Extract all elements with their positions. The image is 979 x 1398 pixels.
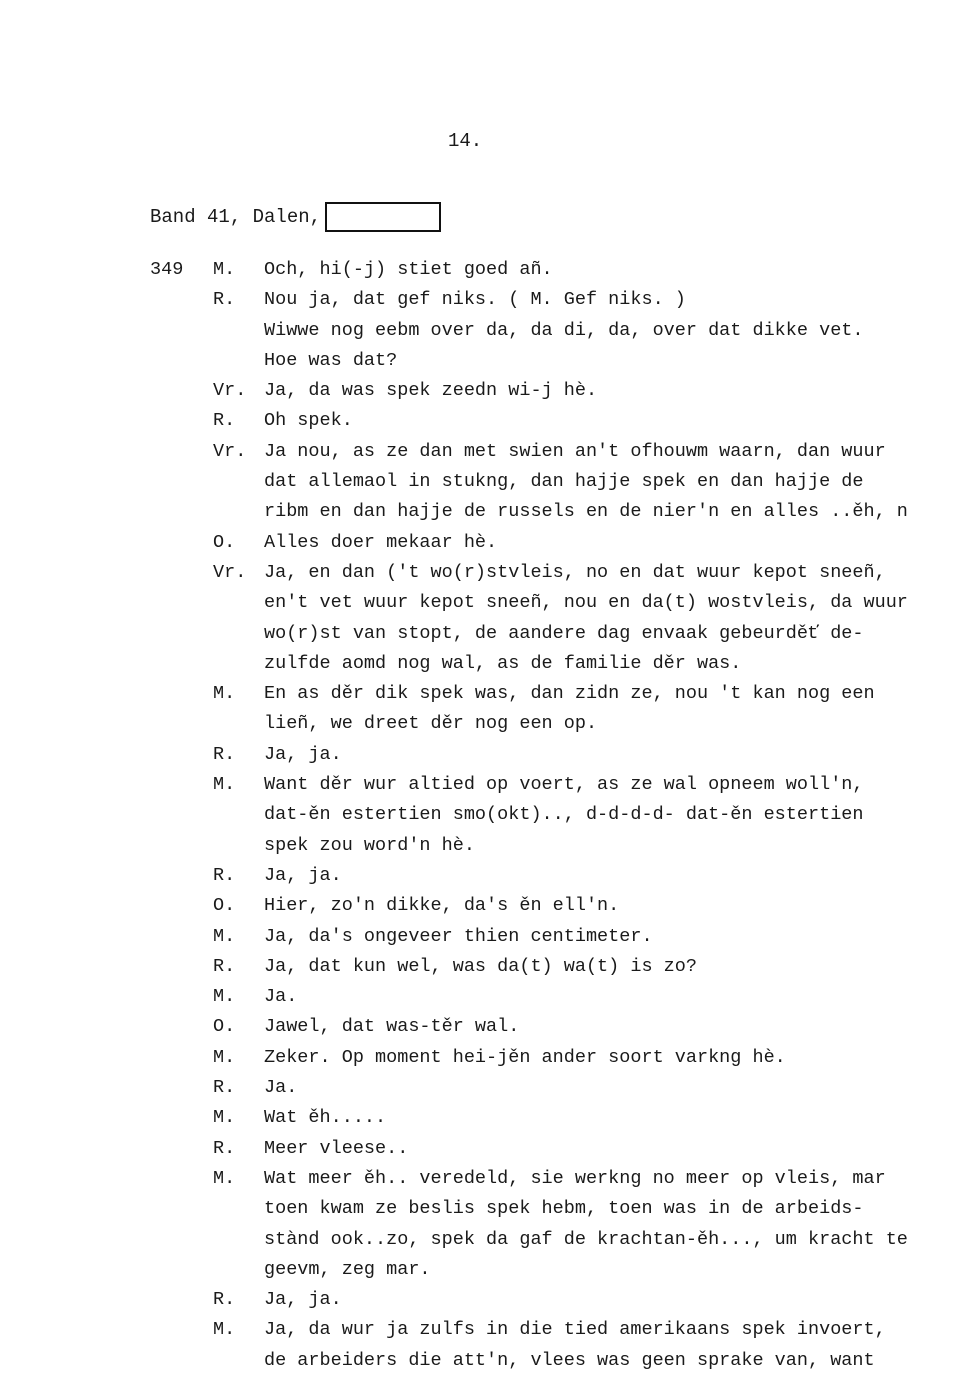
transcript-header <box>150 202 441 232</box>
utterance-text: Ja, ja. <box>264 1289 342 1311</box>
transcript-line <box>0 437 979 467</box>
utterance-text: Wiwwe nog eebm over da, da di, da, over dat dikke vet. <box>264 319 864 341</box>
utterance-text: dat-ěn estertien smo(okt).., d-d-d-d- dat-ěn estertien <box>264 804 864 826</box>
transcript-line <box>0 255 979 285</box>
page-number: 14. <box>448 130 483 152</box>
speaker-label: M. <box>213 986 236 1008</box>
utterance-text: Nou ja, dat gef niks. ( M. Gef niks. ) <box>264 289 686 311</box>
speaker-label: M. <box>213 774 236 796</box>
transcript-line <box>0 588 979 618</box>
transcript-line <box>0 952 979 982</box>
utterance-text: zulfde aomd nog wal, as de familie děr was. <box>264 652 742 674</box>
transcript-line <box>0 406 979 436</box>
utterance-text: Want děr wur altied op voert, as ze wal opneem woll'n, <box>264 774 864 796</box>
utterance-text: Ja. <box>264 1077 298 1099</box>
transcript-line <box>0 709 979 739</box>
utterance-text: toen kwam ze beslis spek hebm, toen was in de arbeids- <box>264 1198 864 1220</box>
utterance-text: spek zou word'n hè. <box>264 834 475 856</box>
transcript-line <box>0 285 979 315</box>
utterance-text: geevm, zeg mar. <box>264 1258 431 1280</box>
speaker-label: O. <box>213 895 236 917</box>
utterance-text: Hier, zo'n dikke, da's ěn ell'n. <box>264 895 620 917</box>
utterance-text: Ja. <box>264 986 298 1008</box>
transcript-line <box>0 558 979 588</box>
utterance-text: Wat ěh..... <box>264 1107 387 1129</box>
speaker-label: M. <box>213 1167 236 1189</box>
speaker-label: R. <box>213 955 236 977</box>
utterance-text: Ja, da's ongeveer thien centimeter. <box>264 925 653 947</box>
transcript-line <box>0 1225 979 1255</box>
speaker-label: O. <box>213 1016 236 1038</box>
utterance-text: stànd ook..zo, spek da gaf de krachtan-ěh..., um kracht te <box>264 1228 908 1250</box>
line-number: 349 <box>150 259 184 280</box>
speaker-label: M. <box>213 259 236 280</box>
speaker-label: R. <box>213 864 236 886</box>
utterance-text: Ja nou, as ze dan met swien an't ofhouwm waarn, dan wuur <box>264 440 886 462</box>
speaker-label: M. <box>213 925 236 947</box>
speaker-label: R. <box>213 1137 236 1159</box>
utterance-text: En as děr dik spek was, dan zidn ze, nou 't kan nog een <box>264 683 875 705</box>
transcript-line <box>0 1315 979 1345</box>
transcript-line <box>0 831 979 861</box>
transcript-line <box>0 740 979 770</box>
transcript-body <box>0 255 979 1376</box>
speaker-label: R. <box>213 743 236 765</box>
transcript-line <box>0 1194 979 1224</box>
utterance-text: en't vet wuur kepot sneeñ, nou en da(t) wostvleis, da wuur <box>264 592 908 614</box>
speaker-label: M. <box>213 1046 236 1068</box>
speaker-label: M. <box>213 1107 236 1129</box>
transcript-line <box>0 1103 979 1133</box>
utterance-text: Ja, ja. <box>264 743 342 765</box>
utterance-text: lieñ, we dreet děr nog een op. <box>264 713 598 735</box>
utterance-text: Hoe was dat? <box>264 349 398 371</box>
transcript-line <box>0 891 979 921</box>
transcript-line <box>0 497 979 527</box>
speaker-label: R. <box>213 289 236 311</box>
transcript-line <box>0 467 979 497</box>
transcript-line <box>0 316 979 346</box>
utterance-text: Ja, da was spek zeedn wi-j hè. <box>264 380 598 402</box>
transcript-line <box>0 346 979 376</box>
transcript-line <box>0 1164 979 1194</box>
transcript-line <box>0 770 979 800</box>
utterance-text: Alles doer mekaar hè. <box>264 531 498 553</box>
transcript-line <box>0 1285 979 1315</box>
utterance-text: Jawel, dat was-těr wal. <box>264 1016 520 1038</box>
transcript-line <box>0 800 979 830</box>
utterance-text: Ja, da wur ja zulfs in die tied amerikaans spek invoert, <box>264 1319 886 1341</box>
speaker-label: M. <box>213 683 236 705</box>
transcript-line <box>0 649 979 679</box>
transcript-line <box>0 619 979 649</box>
utterance-text: Ja, dat kun wel, was da(t) wa(t) is zo? <box>264 955 697 977</box>
utterance-text: Oh spek. <box>264 410 353 432</box>
transcript-line <box>0 1043 979 1073</box>
utterance-text: Wat meer ěh.. veredeld, sie werkng no meer op vleis, mar <box>264 1167 886 1189</box>
utterance-text: Ja, en dan ('t wo(r)stvleis, no en dat wuur kepot sneeñ, <box>264 561 886 583</box>
speaker-label: Vr. <box>213 380 247 402</box>
transcript-line <box>0 1073 979 1103</box>
utterance-text: ribm en dan hajje de russels en de nier'n en alles ..ěh, n <box>264 501 908 523</box>
utterance-text: Zeker. Op moment hei-jěn ander soort varkng hè. <box>264 1046 786 1068</box>
utterance-text: dat allemaol in stukng, dan hajje spek en dan hajje de <box>264 471 864 493</box>
header-label: Band 41, Dalen, <box>150 206 322 228</box>
speaker-label: R. <box>213 1289 236 1311</box>
transcript-line <box>0 376 979 406</box>
blank-field-box <box>325 202 441 232</box>
speaker-label: Vr. <box>213 561 247 583</box>
transcript-line <box>0 861 979 891</box>
speaker-label: Vr. <box>213 440 247 462</box>
transcript-line <box>0 1012 979 1042</box>
transcript-line <box>0 528 979 558</box>
utterance-text: wo(r)st van stopt, de aandere dag envaak gebeurděť de- <box>264 622 864 644</box>
transcript-line <box>0 1255 979 1285</box>
speaker-label: M. <box>213 1319 236 1341</box>
speaker-label: R. <box>213 410 236 432</box>
transcript-line <box>0 982 979 1012</box>
transcript-line <box>0 922 979 952</box>
transcript-line <box>0 679 979 709</box>
transcript-line <box>0 1134 979 1164</box>
utterance-text: de arbeiders die att'n, vlees was geen sprake van, want <box>264 1349 875 1371</box>
speaker-label: O. <box>213 531 236 553</box>
utterance-text: Och, hi(-j) stiet goed añ. <box>264 259 553 280</box>
utterance-text: Meer vleese.. <box>264 1137 409 1159</box>
speaker-label: R. <box>213 1077 236 1099</box>
utterance-text: Ja, ja. <box>264 864 342 886</box>
transcript-line <box>0 1346 979 1376</box>
